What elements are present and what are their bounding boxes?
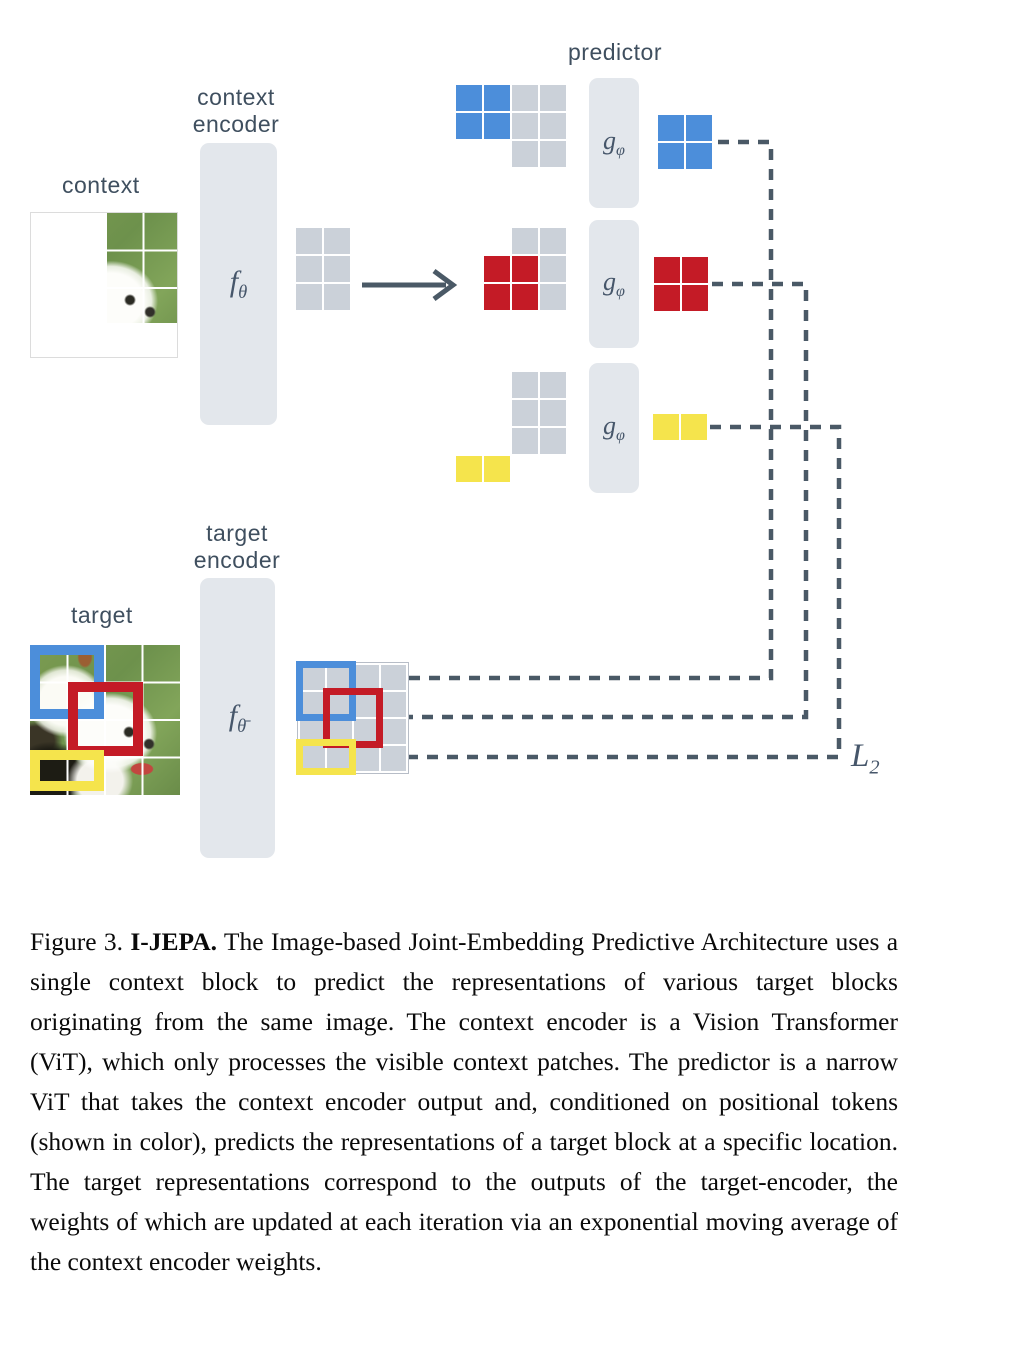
predictor-input-grid-yellow [456, 372, 566, 482]
patch-cell [484, 228, 510, 254]
caption-body: The Image-based Joint-Embedding Predictive Architecture uses a single context block to predict the representations of various target blocks originating from the same image. The context encoder is a Vision Transformer (ViT), which only processes the visible context patches. The predictor is a narrow ViT that takes the context encoder output and, conditioned on positional tokens (shown in color), predicts the representations of a target block at a specific location. The target representations correspond to the outputs of the target-encoder, the weights of which are updated at each iteration via an exponential moving average of the context encoder weights. [30, 926, 899, 1276]
patch-cell [512, 284, 538, 310]
target-encoder-symbol: $f_{\thetā}$ [228, 698, 247, 737]
predictor-input-grid-red [456, 228, 566, 310]
patch-cell [381, 746, 406, 771]
target-representation-grid [297, 662, 409, 774]
context-encoder-box [200, 143, 277, 425]
dog-photo [106, 213, 177, 323]
patch-cell [484, 456, 510, 482]
patch-cell [512, 400, 538, 426]
patch-cell [484, 372, 510, 398]
patch-cell [512, 228, 538, 254]
patch-cell [512, 113, 538, 139]
prediction-output-yellow [653, 414, 707, 440]
target-box-yellow [30, 750, 104, 791]
context-to-predictor-arrowhead [434, 271, 453, 299]
patch-cell [456, 456, 482, 482]
patch-cell [456, 428, 482, 454]
patch-cell [654, 285, 680, 311]
caption-title: I-JEPA. [130, 926, 218, 956]
target-label: target [71, 602, 133, 628]
patch-cell [540, 113, 566, 139]
patch-cell [512, 141, 538, 167]
patch-cell [456, 372, 482, 398]
connector-red-dashed [409, 284, 806, 717]
patch-cell [484, 256, 510, 282]
patch-cell [681, 414, 707, 440]
patch-cell [512, 256, 538, 282]
patch-cell [296, 284, 322, 310]
patch-cell [456, 113, 482, 139]
l2-loss-label: $L_2$ [851, 738, 880, 779]
patch-cell [354, 665, 379, 690]
representation-box-yellow [296, 739, 356, 775]
patch-cell [658, 115, 684, 141]
patch-cell [682, 285, 708, 311]
patch-cell [456, 85, 482, 111]
patch-cell [686, 143, 712, 169]
patch-cell [654, 257, 680, 283]
patch-cell [484, 113, 510, 139]
target-encoder-label-line2: encoder [193, 547, 281, 573]
patch-cell [540, 456, 566, 482]
context-encoder-output-grid [296, 228, 350, 310]
predictor-box-2 [589, 220, 639, 348]
context-label: context [62, 172, 140, 198]
prediction-output-blue [658, 115, 712, 169]
patch-cell [456, 284, 482, 310]
patch-cell [540, 372, 566, 398]
target-encoder-label-line1: target [206, 520, 268, 546]
patch-cell [296, 256, 322, 282]
patch-cell [484, 400, 510, 426]
predictor-label: predictor [568, 39, 662, 65]
patch-cell [540, 428, 566, 454]
patch-cell [540, 256, 566, 282]
target-encoder-label [157, 520, 317, 574]
patch-cell [540, 85, 566, 111]
context-encoder-label-line2: encoder [192, 111, 280, 137]
patch-cell [512, 372, 538, 398]
patch-cell [484, 284, 510, 310]
predictor-box-3 [589, 363, 639, 493]
figure-caption [30, 922, 898, 1282]
patch-cell [484, 141, 510, 167]
patch-cell [653, 414, 679, 440]
patch-cell [484, 428, 510, 454]
patch-cell [682, 257, 708, 283]
patch-cell [512, 85, 538, 111]
context-image [30, 212, 178, 358]
target-box-red [68, 682, 143, 756]
context-encoder-label-line1: context [197, 84, 275, 110]
patch-cell [456, 141, 482, 167]
context-encoder-symbol: $f_\theta$ [229, 264, 248, 303]
predictor-symbol-3: $g_\varphi$ [603, 410, 625, 445]
patch-cell [540, 228, 566, 254]
patch-cell [658, 143, 684, 169]
prediction-output-red [654, 257, 708, 311]
predictor-box-1 [589, 78, 639, 208]
predictor-input-grid-blue [456, 85, 566, 167]
connector-blue-dashed [381, 142, 771, 678]
predictor-symbol-2: $g_\varphi$ [603, 266, 625, 301]
patch-cell [354, 746, 379, 771]
patch-cell [456, 228, 482, 254]
patch-cell [381, 719, 406, 744]
patch-cell [512, 456, 538, 482]
context-patches [106, 213, 177, 323]
patch-gridlines [106, 213, 177, 323]
patch-cell [512, 428, 538, 454]
patch-cell [296, 228, 322, 254]
patch-cell [686, 115, 712, 141]
patch-cell [456, 256, 482, 282]
caption-figure-label: Figure 3. [30, 926, 124, 956]
patch-cell [381, 665, 406, 690]
target-image [30, 645, 180, 795]
patch-cell [540, 141, 566, 167]
patch-cell [456, 400, 482, 426]
patch-cell [484, 85, 510, 111]
patch-cell [324, 256, 350, 282]
target-encoder-box [200, 578, 275, 858]
predictor-symbol-1: $g_\varphi$ [603, 125, 625, 160]
patch-cell [540, 284, 566, 310]
patch-cell [540, 400, 566, 426]
patch-cell [324, 284, 350, 310]
patch-cell [324, 228, 350, 254]
patch-cell [381, 692, 406, 717]
context-encoder-label [156, 84, 316, 138]
